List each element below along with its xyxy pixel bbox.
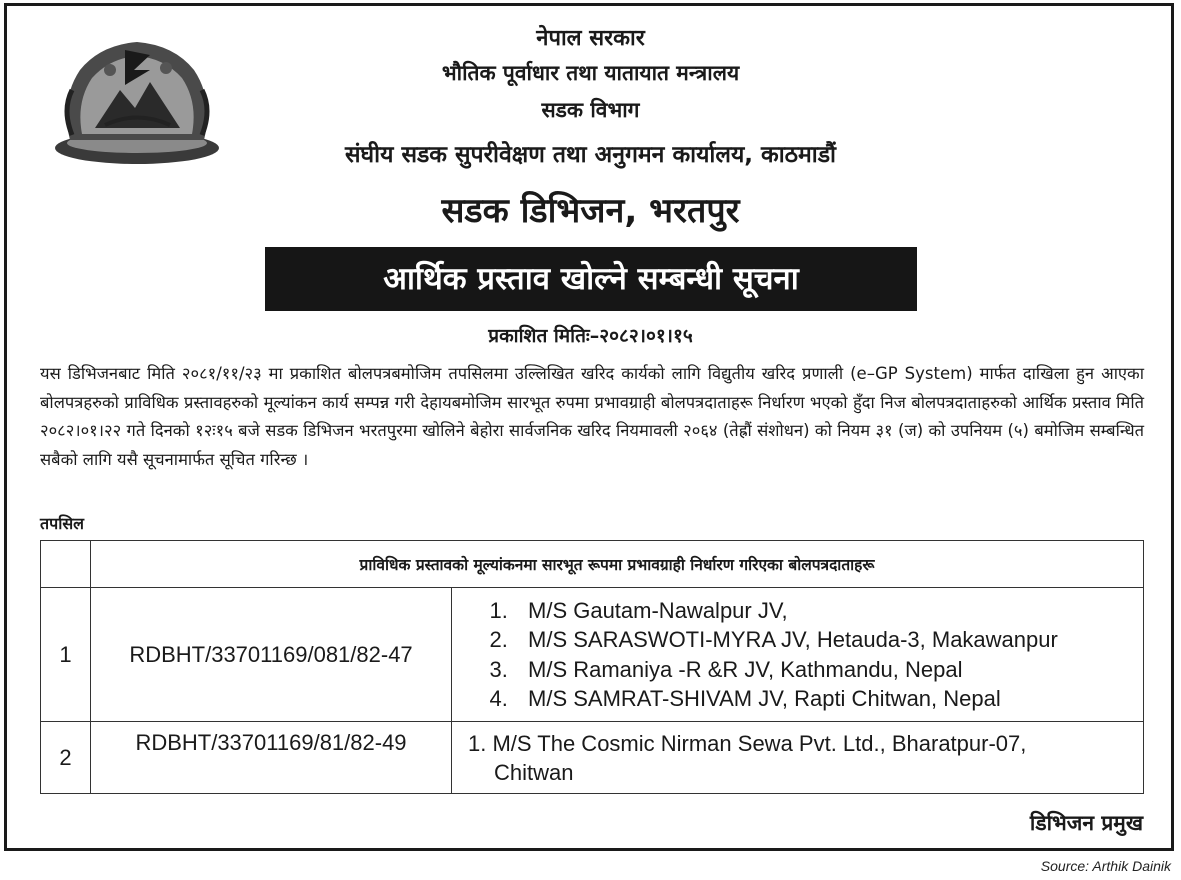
table-row: [41, 588, 1144, 722]
header-office: संघीय सडक सुपरीवेक्षण तथा अनुगमन कार्यालय, काठमाडौं: [345, 142, 836, 168]
bidder-item: 1. M/S Gautam-Nawalpur JV,: [514, 596, 1143, 626]
row-reference: RDBHT/33701169/81/82-49: [91, 722, 452, 794]
bidders-table: [40, 540, 1144, 794]
table-header-row: [41, 541, 1144, 588]
bidder-item: 1. M/S The Cosmic Nirman Sewa Pvt. Ltd., Bharatpur-07,: [468, 730, 1027, 756]
header-department: सडक विभाग: [541, 98, 640, 122]
bidder-item: 2. M/S SARASWOTI-MYRA JV, Hetauda-3, Makawanpur: [514, 625, 1143, 655]
signature: डिभिजन प्रमुख: [1029, 811, 1143, 835]
bidder-item: 3. M/S Ramaniya -R &R JV, Kathmandu, Nepal: [514, 655, 1143, 685]
published-date: प्रकाशित मितिः–२०८२।०१।१५: [488, 325, 693, 347]
row-reference: RDBHT/33701169/081/82-47: [91, 588, 452, 722]
table-header-blank: [41, 541, 91, 588]
source-credit: Source: Arthik Dainik: [1040, 858, 1171, 874]
table-row: [41, 722, 1144, 794]
bidder-item-continued: Chitwan: [494, 759, 574, 785]
tapsil-label: तपसिल: [40, 514, 85, 533]
table-header: प्राविधिक प्रस्तावको मूल्यांकनमा सारभूत रूपमा प्रभावग्राही निर्धारण गरिएका बोलपत्रदाताहरू: [91, 541, 1144, 588]
header-government: नेपाल सरकार: [536, 26, 645, 51]
bidder-item: 4. M/S SAMRAT-SHIVAM JV, Rapti Chitwan, Nepal: [514, 684, 1143, 714]
notice-title-banner: आर्थिक प्रस्ताव खोल्ने सम्बन्धी सूचना: [265, 247, 917, 311]
row-bidders: [452, 588, 1144, 722]
header-ministry: भौतिक पूर्वाधार तथा यातायात मन्त्रालय: [441, 61, 740, 85]
notice-body: यस डिभिजनबाट मिति २०८१/११/२३ मा प्रकाशित बोलपत्रबमोजिम तपसिलमा उल्लिखित खरिद कार्यको लागि विद्युतीय खरिद प्रणाली (e–GP System) मार्फत दाखिला हुन आएका बोलपत्रहरुको प्राविधिक प्रस्तावहरुको मूल्यांकन कार्य सम्पन्न गरी देहायबमोजिम सारभूत रुपमा प्रभावग्राही बोलपत्रदाताहरू निर्धारण भएको हुँदा निज बोलपत्रदाताहरुको आर्थिक प्रस्ताव मिति २०८२।०१।२२ गते दिनको १२ः१५ बजे सडक डिभिजन भरतपुरमा खोलिने बेहोरा सार्वजनिक खरिद नियमावली २०६४ (तेह्रौं संशोधन) को नियम ३१ (ज) को उपनियम (५) बमोजिम सम्बन्धित सबैको लागि यसै सूचनामार्फत सूचित गरिन्छ ।: [40, 364, 1144, 469]
header-division: सडक डिभिजन, भरतपुर: [441, 191, 740, 231]
row-bidders: [452, 722, 1144, 794]
row-serial: 1: [41, 588, 91, 722]
row-serial: 2: [41, 722, 91, 794]
